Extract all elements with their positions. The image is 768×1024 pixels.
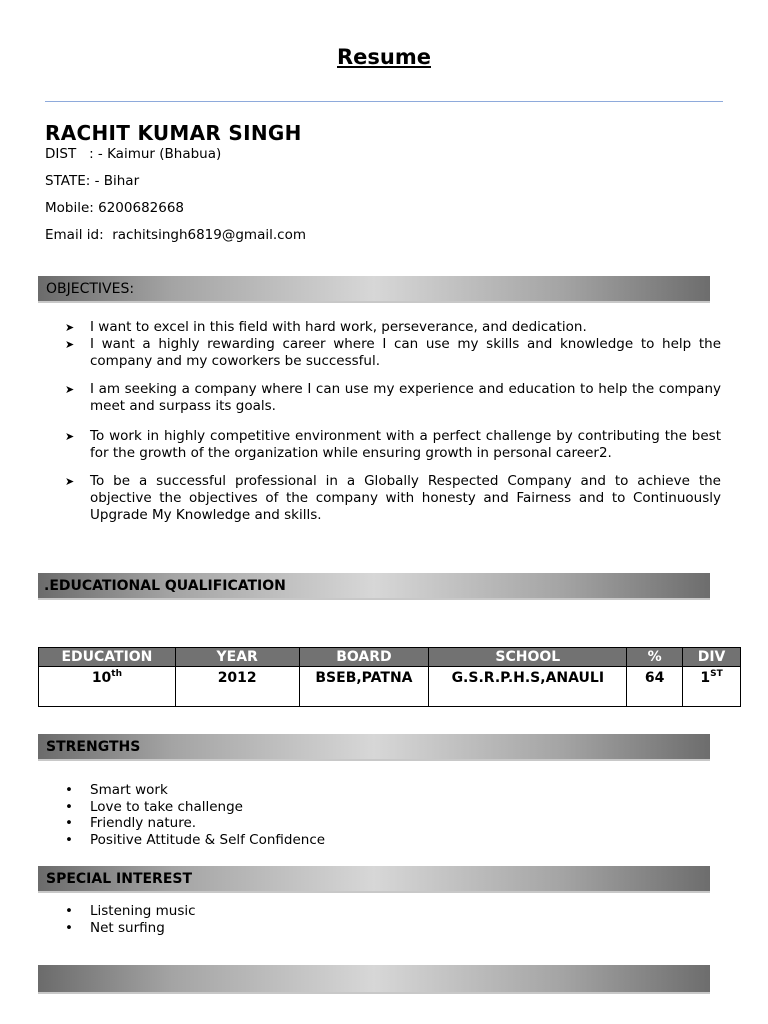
school-cell: G.S.R.P.H.S,ANAULI	[429, 667, 627, 707]
list-item	[65, 920, 165, 937]
bullet-icon: •	[65, 832, 73, 848]
arrow-bullet-icon: ➤	[65, 475, 75, 488]
special-interest-heading: SPECIAL INTEREST	[38, 866, 710, 893]
objective-item	[65, 336, 721, 370]
bullet-icon: •	[65, 815, 73, 831]
objective-text: To work in highly competitive environment with a perfect challenge by contributing the best for the growth of the organization while ensuring growth in personal career2.	[90, 428, 721, 461]
list-item	[65, 799, 243, 816]
list-item	[65, 832, 325, 849]
table-header-row	[39, 648, 741, 667]
bullet-icon: •	[65, 920, 73, 936]
education-cell	[39, 667, 176, 707]
bullet-icon: •	[65, 799, 73, 815]
bullet-icon: •	[65, 782, 73, 798]
column-header: BOARD	[299, 648, 429, 667]
education-heading: .EDUCATIONAL QUALIFICATION	[38, 573, 710, 600]
objective-item	[65, 428, 721, 462]
arrow-bullet-icon: ➤	[65, 338, 75, 351]
objective-item	[65, 381, 721, 415]
year-cell: 2012	[175, 667, 299, 707]
objective-item	[65, 319, 721, 336]
list-item	[65, 815, 196, 832]
objective-text: I want a highly rewarding career where I can use my skills and knowledge to help the company and my coworkers be successful.	[90, 336, 721, 369]
table-row	[39, 667, 741, 707]
education-value: 10	[91, 670, 112, 686]
strength-text: Love to take challenge	[90, 799, 243, 815]
objective-text: I am seeking a company where I can use my experience and education to help the company meet and surpass its goals.	[90, 381, 721, 414]
interest-text: Net surfing	[90, 920, 165, 936]
column-header: %	[627, 648, 683, 667]
education-table	[38, 647, 741, 707]
mobile-line: Mobile: 6200682668	[45, 200, 185, 216]
title-divider	[45, 101, 723, 102]
div-cell	[683, 667, 741, 707]
div-value: 1	[700, 670, 711, 686]
list-item	[65, 782, 168, 799]
percent-cell: 64	[627, 667, 683, 707]
education-superscript: th	[111, 669, 123, 679]
strengths-heading: STRENGTHS	[38, 734, 710, 761]
empty-section-bar	[38, 965, 710, 994]
district-line: DIST : - Kaimur (Bhabua)	[45, 146, 222, 162]
column-header: EDUCATION	[39, 648, 176, 667]
objective-item	[65, 473, 721, 524]
state-line: STATE: - Bihar	[45, 173, 140, 189]
page-title: Resume	[337, 45, 431, 69]
candidate-name: RACHIT KUMAR SINGH	[45, 121, 302, 145]
arrow-bullet-icon: ➤	[65, 430, 75, 443]
arrow-bullet-icon: ➤	[65, 383, 75, 396]
bullet-icon: •	[65, 903, 73, 919]
interest-text: Listening music	[90, 903, 196, 919]
div-superscript: ST	[710, 669, 723, 679]
objective-text: I want to excel in this field with hard work, perseverance, and dedication.	[90, 319, 587, 335]
email-line: Email id: rachitsingh6819@gmail.com	[45, 227, 306, 243]
board-cell: BSEB,PATNA	[299, 667, 429, 707]
arrow-bullet-icon: ➤	[65, 321, 75, 334]
objectives-heading: OBJECTIVES:	[38, 276, 710, 303]
strength-text: Smart work	[90, 782, 168, 798]
strength-text: Friendly nature.	[90, 815, 197, 831]
strength-text: Positive Attitude & Self Confidence	[90, 832, 326, 848]
column-header: DIV	[683, 648, 741, 667]
objective-text: To be a successful professional in a Globally Respected Company and to achieve the objective the objectives of the company with honesty and Fairness and to Continuously Upgrade My Knowledge and skills.	[90, 473, 721, 523]
column-header: YEAR	[175, 648, 299, 667]
column-header: SCHOOL	[429, 648, 627, 667]
list-item	[65, 903, 196, 920]
